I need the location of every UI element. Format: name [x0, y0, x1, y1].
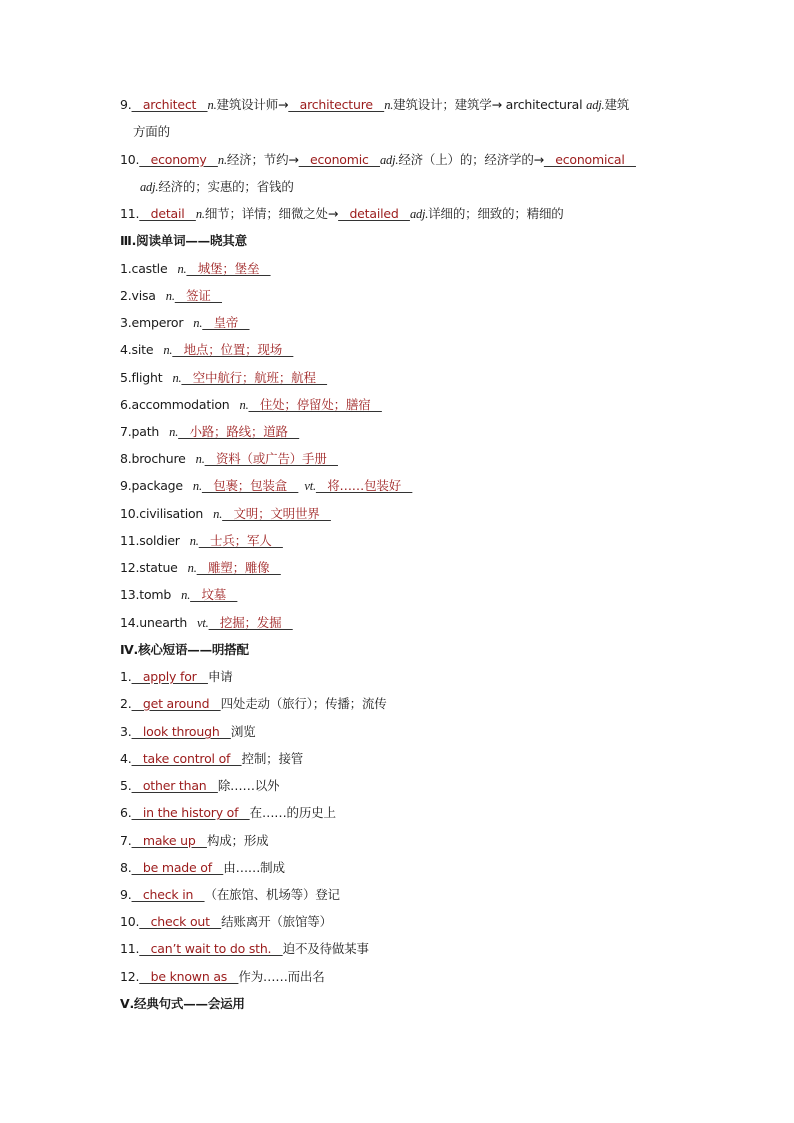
item-number: 1.	[120, 669, 132, 684]
meaning-text: 作为……而出名	[238, 969, 325, 984]
meaning-text: 经济（上）的；经济学的→	[398, 152, 544, 167]
phrase-item	[120, 941, 369, 957]
meaning-text: 控制；接管	[241, 751, 304, 766]
answer-blank: check in	[131, 887, 205, 902]
part-of-speech: n.	[189, 534, 199, 548]
part-of-speech: n.	[193, 316, 203, 330]
answer-blank: in the history of	[131, 805, 250, 820]
item-number: 11.	[120, 206, 140, 221]
reading-word-item	[120, 560, 281, 576]
part-of-speech: n.	[187, 561, 197, 575]
part-of-speech: adj.	[586, 98, 605, 112]
part-of-speech: n.	[195, 207, 205, 221]
meaning-text: 建筑设计；建筑学→ architectural	[393, 97, 587, 112]
word-term: 2.visa	[120, 288, 156, 303]
word-term: 8.brochure	[120, 451, 186, 466]
meaning-text: 建筑	[604, 97, 630, 112]
reading-word-item	[120, 397, 382, 413]
reading-word-item	[120, 533, 283, 549]
phrase-item	[120, 751, 303, 767]
meaning-text: 构成；形成	[206, 833, 269, 848]
word-term: 9.package	[120, 478, 183, 493]
item-number: 7.	[120, 833, 132, 848]
answer-blank: 将……包装好	[315, 478, 413, 493]
answer-blank: economy	[139, 152, 218, 167]
part-of-speech: n.	[207, 98, 217, 112]
part-of-speech: adj.	[140, 180, 159, 194]
answer-blank: apply for	[131, 669, 208, 684]
answer-blank: look through	[131, 724, 231, 739]
answer-blank: detailed	[338, 206, 410, 221]
item-number: 8.	[120, 860, 132, 875]
part-of-speech: n.	[384, 98, 394, 112]
section-heading-core-phrases: Ⅳ.核心短语——明搭配	[120, 642, 249, 657]
vocab-item-9-continued	[133, 124, 170, 140]
answer-blank: 挖掘；发掘	[208, 615, 293, 630]
item-number: 9.	[120, 887, 132, 902]
meaning-text: 建筑设计师→	[216, 97, 289, 112]
part-of-speech: n.	[165, 289, 175, 303]
phrase-item	[120, 724, 255, 740]
meaning-text: 细节；详情；细微之处→	[204, 206, 339, 221]
word-term: 12.statue	[120, 560, 178, 575]
answer-blank: economical	[543, 152, 636, 167]
item-number: 11.	[120, 941, 140, 956]
answer-blank: architecture	[288, 97, 385, 112]
meaning-text: 四处走动（旅行）；传播；流传	[220, 696, 387, 711]
phrase-item	[120, 696, 387, 712]
part-of-speech: n.	[217, 153, 227, 167]
answer-blank: be known as	[139, 969, 239, 984]
part-of-speech: adj.	[409, 207, 429, 221]
answer-blank: 士兵；军人	[198, 533, 283, 548]
answer-blank: 小路；路线；道路	[178, 424, 300, 439]
section-heading-classic-sentences: Ⅴ.经典句式——会运用	[120, 996, 245, 1011]
word-term: 5.flight	[120, 370, 163, 385]
meaning-text: 经济；节约→	[226, 152, 299, 167]
answer-blank: 住处；停留处；膳宿	[248, 397, 382, 412]
answer-blank: architect	[131, 97, 208, 112]
item-number: 3.	[120, 724, 132, 739]
item-number: 4.	[120, 751, 132, 766]
answer-blank: be made of	[131, 860, 224, 875]
reading-word-item	[120, 288, 222, 304]
phrase-item	[120, 778, 279, 794]
word-term: 1.castle	[120, 261, 168, 276]
meaning-text: 经济的；实惠的；省钱的	[158, 179, 294, 194]
part-of-speech: n.	[163, 343, 173, 357]
answer-blank: can’t wait to do sth.	[139, 941, 283, 956]
meaning-text: 详细的；细致的；精细的	[428, 206, 564, 221]
word-term: 10.civilisation	[120, 506, 204, 521]
answer-blank: 城堡；堡垒	[186, 261, 271, 276]
phrase-item	[120, 887, 340, 903]
answer-blank: 坟墓	[190, 587, 238, 602]
answer-blank: check out	[139, 914, 222, 929]
reading-word-item	[120, 342, 293, 358]
meaning-text: 申请	[207, 669, 233, 684]
phrase-item	[120, 914, 332, 930]
answer-blank: other than	[131, 778, 218, 793]
meaning-text: 除……以外	[217, 778, 280, 793]
vocab-item-9	[120, 97, 629, 113]
part-of-speech: n.	[177, 262, 187, 276]
answer-blank: get around	[131, 696, 221, 711]
reading-word-item	[120, 451, 338, 467]
phrase-item	[120, 669, 233, 685]
meaning-text: 在……的历史上	[249, 805, 336, 820]
answer-blank: economic	[298, 152, 380, 167]
answer-blank: take control of	[131, 751, 242, 766]
answer-blank: 皇帝	[202, 315, 250, 330]
meaning-text: （在旅馆、机场等）登记	[204, 887, 340, 902]
word-term: 14.unearth	[120, 615, 188, 630]
word-term: 7.path	[120, 424, 160, 439]
part-of-speech: n.	[195, 452, 205, 466]
reading-word-item	[120, 370, 327, 386]
reading-word-item	[120, 478, 412, 494]
answer-blank: 地点；位置；现场	[172, 342, 294, 357]
answer-blank: detail	[139, 206, 196, 221]
answer-blank: 雕塑；雕像	[196, 560, 281, 575]
meaning-text: 由……制成	[223, 860, 285, 875]
part-of-speech: adj.	[380, 153, 399, 167]
reading-word-item	[120, 587, 237, 603]
word-term: 13.tomb	[120, 587, 172, 602]
answer-blank: 空中航行；航班；航程	[181, 370, 328, 385]
answer-blank: make up	[131, 833, 207, 848]
vocab-item-11	[120, 206, 564, 222]
part-of-speech: n.	[172, 371, 182, 385]
item-number: 12.	[120, 969, 140, 984]
meaning-text: 迫不及待做某事	[282, 941, 369, 956]
section-heading-reading-words: Ⅲ.阅读单词——晓其意	[120, 233, 247, 248]
word-term: 4.site	[120, 342, 154, 357]
item-number: 10.	[120, 152, 140, 167]
answer-blank: 包裹；包装盒	[201, 478, 299, 493]
answer-blank: 资料（或广告）手册	[204, 451, 338, 466]
part-of-speech: n.	[169, 425, 179, 439]
phrase-item	[120, 833, 268, 849]
item-number: 5.	[120, 778, 132, 793]
phrase-item	[120, 969, 325, 985]
reading-word-item	[120, 506, 331, 522]
meaning-text: 结账离开（旅馆等）	[221, 914, 332, 929]
part-of-speech: n.	[192, 479, 202, 493]
part-of-speech: vt.	[304, 479, 316, 493]
phrase-item	[120, 805, 336, 821]
phrase-item	[120, 860, 285, 876]
reading-word-item	[120, 615, 293, 631]
item-number: 10.	[120, 914, 140, 929]
word-term: 6.accommodation	[120, 397, 230, 412]
item-number: 9.	[120, 97, 132, 112]
meaning-text: 方面的	[133, 124, 170, 139]
item-number: 6.	[120, 805, 132, 820]
word-term: 3.emperor	[120, 315, 184, 330]
answer-blank: 文明；文明世界	[222, 506, 331, 521]
part-of-speech: n.	[213, 507, 223, 521]
meaning-text: 浏览	[230, 724, 256, 739]
vocab-item-10	[120, 152, 636, 168]
reading-word-item	[120, 424, 299, 440]
part-of-speech: vt.	[197, 616, 209, 630]
word-term: 11.soldier	[120, 533, 180, 548]
item-number: 2.	[120, 696, 132, 711]
reading-word-item	[120, 261, 271, 277]
answer-blank: 签证	[174, 288, 223, 303]
part-of-speech: n.	[239, 398, 249, 412]
reading-word-item	[120, 315, 250, 331]
vocab-item-10-continued	[140, 179, 294, 195]
part-of-speech: n.	[181, 588, 191, 602]
